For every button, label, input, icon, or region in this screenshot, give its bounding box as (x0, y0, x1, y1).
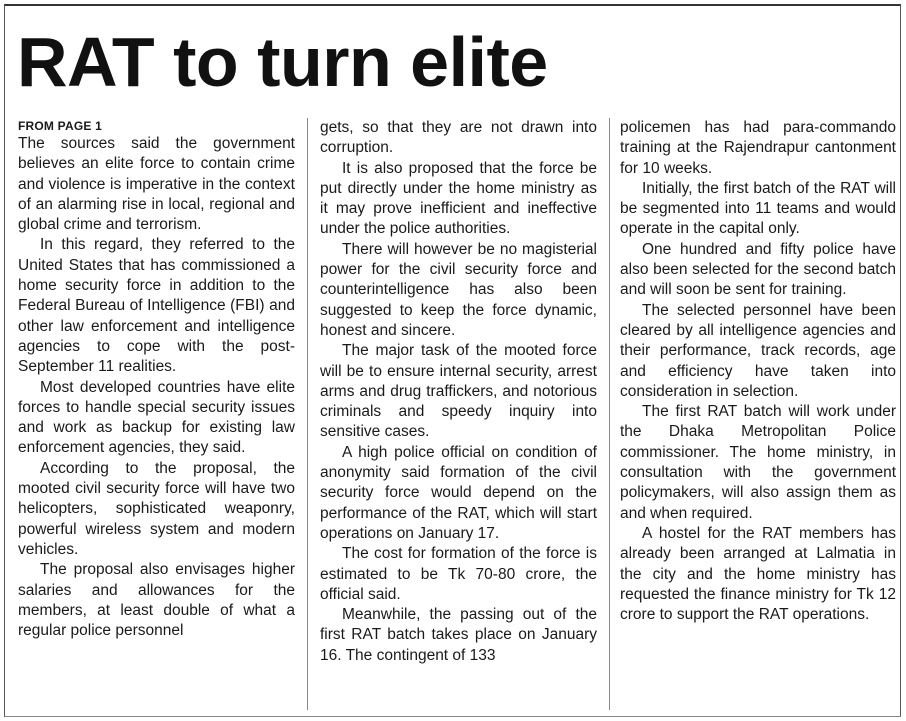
paragraph: A high police official on condition of anonymity said formation of the civil security force would depend on the performance of the RAT, which will start operations on January 17. (320, 443, 597, 542)
paragraph: It is also proposed that the force be put directly under the home ministry as it may prove inefficient and ineffective under the police authorities. (320, 159, 597, 238)
column-divider (609, 118, 610, 710)
paragraph: Initially, the first batch of the RAT will be segmented into 11 teams and would operate in the capital only. (620, 179, 896, 238)
paragraph: One hundred and fifty police have also been selected for the second batch and will soon be sent for training. (620, 240, 896, 299)
paragraph: A hostel for the RAT members has already been arranged at Lalmatia in the city and the home ministry has requested the finance ministry for Tk 12 crore to support the RAT operations. (620, 524, 896, 624)
article-column-2 (320, 118, 597, 666)
paragraph: The proposal also envisages higher salaries and allowances for the members, at least double of what a regular police personnel (18, 561, 295, 640)
paragraph: In this regard, they referred to the United States that has commissioned a home security force in addition to the Federal Bureau of Intelligence (FBI) and other law enforcement and intelligence agencies to cope with the post-September 11 realities. (18, 236, 295, 376)
article-column-3 (620, 118, 896, 625)
article-column-1 (18, 118, 295, 641)
kicker: FROM PAGE 1 (18, 119, 102, 133)
paragraph: The selected personnel have been cleared by all intelligence agencies and their performance, track records, age and efficiency have taken into consideration in selection. (620, 301, 896, 400)
paragraph: Meanwhile, the passing out of the first RAT batch takes place on January 16. The contingent of 133 (320, 606, 597, 664)
column-divider (307, 118, 308, 710)
paragraph: gets, so that they are not drawn into corruption. (320, 119, 597, 157)
paragraph: According to the proposal, the mooted civil security force will have two helicopters, sophisticated weaponry, powerful wireless system and modern vehicles. (18, 459, 295, 558)
paragraph: policemen has had para-commando training at the Rajendrapur cantonment for 10 weeks. (620, 119, 896, 177)
paragraph: There will however be no magisterial power for the civil security force and counterintelligence has also been suggested to keep the force dynamic, honest and sincere. (320, 240, 597, 339)
paragraph: The first RAT batch will work under the Dhaka Metropolitan Police commissioner. The home ministry, in consultation with the government policymakers, will also assign them as and when required. (620, 403, 896, 522)
headline: RAT to turn elite (17, 23, 548, 101)
paragraph: Most developed countries have elite forces to handle special security issues and work as backup for existing law enforcement agencies, they said. (18, 378, 295, 457)
paragraph: The cost for formation of the force is estimated to be Tk 70-80 crore, the official said. (320, 545, 597, 603)
paragraph: The sources said the government believes an elite force to contain crime and violence is imperative in the context of an alarming rise in local, regional and global crime and terrorism. (18, 135, 295, 234)
paragraph: The major task of the mooted force will be to ensure internal security, arrest arms and drug traffickers, and notorious criminals and speedy inquiry into sensitive cases. (320, 342, 597, 441)
